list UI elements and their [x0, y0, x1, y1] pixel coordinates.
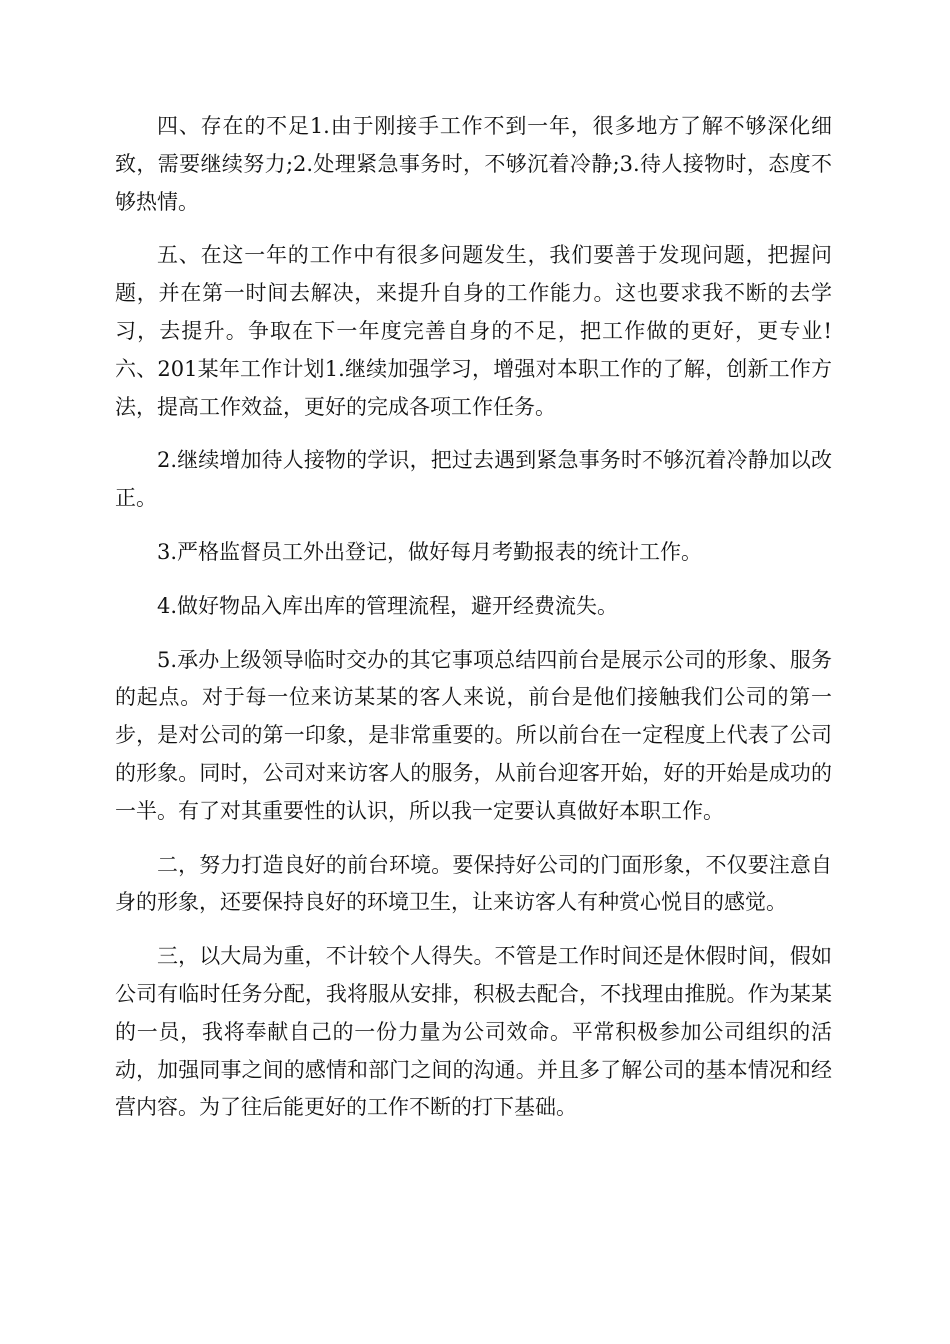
paragraph-overall-situation: 三，以大局为重，不计较个人得失。不管是工作时间还是休假时间，假如公司有临时任务分配，我将服从安排，积极去配合，不找理由推脱。作为某某的一员，我将奉献自己的一份力量为公司效命。平常积极参加公司组织的活动，加强同事之间的感情和部门之间的沟通。并且多了解公司的基本情况和经营内容。为了往后能更好的工作不断的打下基础。 [115, 944, 832, 1120]
paragraph-plan-item-5: 5.承办上级领导临时交办的其它事项总结四前台是展示公司的形象、服务的起点。对于每一位来访某某的客人来说，前台是他们接触我们公司的第一步，是对公司的第一印象，是非常重要的。所以前台在一定程度上代表了公司的形象。同时，公司对来访客人的服务，从前台迎客开始，好的开始是成功的一半。有了对其重要性的认识，所以我一定要认真做好本职工作。 [115, 647, 832, 823]
paragraph-plan-item-3: 3.严格监督员工外出登记，做好每月考勤报表的统计工作。 [157, 539, 703, 564]
paragraph-shortcomings: 四、存在的不足1.由于刚接手工作不到一年，很多地方了解不够深化细致，需要继续努力;2.处理紧急事务时，不够沉着冷静;3.待人接物时，态度不够热情。 [115, 114, 832, 214]
paragraph-plan-item-4: 4.做好物品入库出库的管理流程，避开经费流失。 [157, 593, 619, 618]
paragraph-problems-and-plan: 五、在这一年的工作中有很多问题发生，我们要善于发现问题，把握问题，并在第一时间去解决，来提升自身的工作能力。这也要求我不断的去学习，去提升。争取在下一年度完善自身的不足，把工作做的更好，更专业!六、201某年工作计划1.继续加强学习，增强对本职工作的了解，创新工作方法，提高工作效益，更好的完成各项工作任务。 [115, 243, 832, 419]
paragraph-front-desk-environment: 二，努力打造良好的前台环境。要保持好公司的门面形象，不仅要注意自身的形象，还要保持良好的环境卫生，让来访客人有种赏心悦目的感觉。 [115, 852, 832, 915]
paragraph-plan-item-2: 2.继续增加待人接物的学识，把过去遇到紧急事务时不够沉着冷静加以改正。 [115, 448, 832, 511]
